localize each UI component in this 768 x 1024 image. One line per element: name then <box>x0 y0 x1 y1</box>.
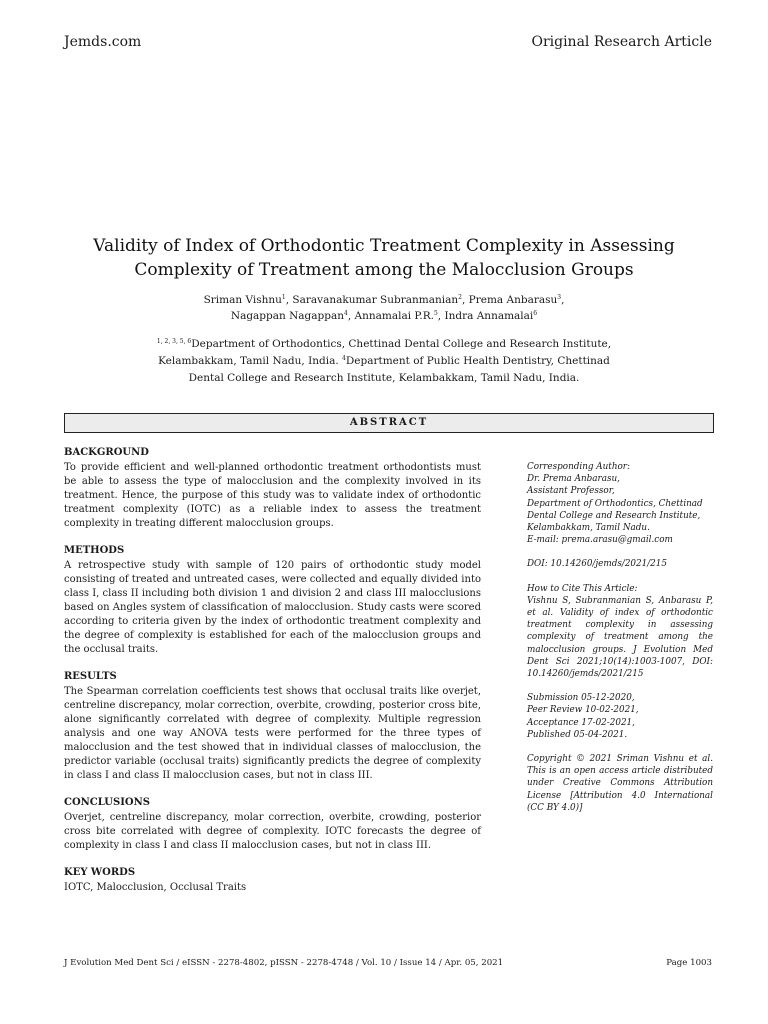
article-type: Original Research Article <box>531 34 712 50</box>
title-line-2: Complexity of Treatment among the Malocclusion Groups <box>134 260 634 280</box>
author-name: Indra Annamalai <box>444 310 534 322</box>
section-heading: METHODS <box>64 545 125 556</box>
abstract-body <box>64 446 481 908</box>
affiliation-sup: 1, 2, 3, 5, 6 <box>156 338 192 345</box>
author-sup: 1 <box>281 294 286 301</box>
affiliation-line-1 <box>40 336 728 353</box>
section-heading: RESULTS <box>64 671 117 682</box>
author-name: Nagappan Nagappan <box>230 310 345 322</box>
section-text: A retrospective study with sample of 120 pairs of orthodontic study model consisting of treated and untreated cases, were collected and equally divided into class I, class II including both division 1 and division 2 and class III malocclusions based on Angles system of classification of malocclusion. Study casts were scored according to criteria given by the index of orthodontic treatment complexity and the degree of complexity is established for each of the malocclusion groups and the occlusal traits. <box>64 560 481 655</box>
date-submission: Submission 05-12-2020, <box>527 693 635 704</box>
corresponding-dept: Department of Orthodontics, Chettinad <box>527 498 703 509</box>
section-heading: BACKGROUND <box>64 447 149 458</box>
affiliation-sup: 4 <box>342 355 346 362</box>
affiliation-text: Kelambakkam, Tamil Nadu, India. <box>158 355 343 367</box>
article-sidebar <box>527 461 713 826</box>
section-text: The Spearman correlation coefficients test shows that occlusal traits like overjet, centreline discrepancy, molar correction, overbite, crowding, posterior cross bite, alone significantly correlated with degree of complexity. Multiple regression analysis and one way ANOVA tests were performed for the three types of malocclusion and the test showed that in individual classes of malocclusion, the predictor variable (occlusal traits) significantly predicts the degree of complexity in class I and class II malocclusion cases, but not in class III. <box>64 686 481 781</box>
section-conclusions <box>64 796 481 853</box>
affiliation-text: Department of Orthodontics, Chettinad Dental College and Research Institute, <box>191 338 612 350</box>
author-name: Prema Anbarasu <box>468 294 558 306</box>
affiliation-line-3: Dental College and Research Institute, Kelambakkam, Tamil Nadu, India. <box>188 372 580 384</box>
affiliation-line-2 <box>40 353 728 370</box>
citation-label: How to Cite This Article: <box>527 583 638 594</box>
doi[interactable]: DOI: 10.14260/jemds/2021/215 <box>527 559 667 570</box>
section-results <box>64 670 481 783</box>
author-line-2: Nagappan Nagappan$^4$, Annamalai P.R.$^5$, Indra Annamalai$^6$ <box>230 310 538 322</box>
author-sup: 2 <box>458 294 462 301</box>
section-text: To provide efficient and well-planned orthodontic treatment orthodontists must be able to assess the type of malocclusion and the complexity involved in its treatment. Hence, the purpose of this study was to validate index of orthodontic treatment complexity (IOTC) as a reliable index to assess the treatment complexity in treating different malocclusion groups. <box>64 462 481 529</box>
abstract-heading-bar: ABSTRACT <box>64 413 714 433</box>
section-text: IOTC, Malocclusion, Occlusal Traits <box>64 882 247 893</box>
page-number: Page 1003 <box>666 958 712 968</box>
corresponding-author <box>527 461 713 546</box>
copyright-notice: Copyright © 2021 Sriman Vishnu et al. This is an open access article distributed under Creative Commons Attribution License [Attribution 4.0 International (CC BY 4.0)] <box>527 754 713 813</box>
corresponding-name: Dr. Prema Anbarasu, <box>527 474 620 485</box>
citation-text: Vishnu S, Subranmanian S, Anbarasu P, et al. Validity of index of orthodontic treatment complexity in assessing complexity of treatment among the malocclusion groups. J Evolution Med Dent Sci 2021;10(14):1003-1007, DOI: 10.14260/jemds/2021/215 <box>527 595 713 680</box>
affiliations <box>40 336 728 387</box>
journal-site: Jemds.com <box>64 34 142 50</box>
corresponding-dept: Dental College and Research Institute, <box>527 510 701 521</box>
date-acceptance: Acceptance 17-02-2021, <box>527 717 635 728</box>
author-sup: 5 <box>433 310 438 317</box>
section-background <box>64 446 481 531</box>
corresponding-label: Corresponding Author: <box>527 462 630 472</box>
date-peer-review: Peer Review 10-02-2021, <box>527 705 639 716</box>
corresponding-email[interactable]: E-mail: prema.arasu@gmail.com <box>527 535 673 546</box>
author-sup: 4 <box>344 310 348 317</box>
footer-journal-info: J Evolution Med Dent Sci / eISSN - 2278-4802, pISSN - 2278-4748 / Vol. 10 / Issue 14 / Apr. 05, 2021 <box>64 958 504 968</box>
author-sup: 3 <box>557 294 562 301</box>
corresponding-position: Assistant Professor, <box>527 486 615 497</box>
how-to-cite <box>527 583 713 681</box>
section-text: Overjet, centreline discrepancy, molar correction, overbite, crowding, posterior cross bite correlated with degree of complexity. IOTC forecasts the degree of complexity in class I and class II malocclusion cases, but not in class III. <box>64 812 481 851</box>
author-name: Annamalai P.R. <box>354 310 434 322</box>
author-name: Saravanakumar Subranmanian <box>292 294 459 306</box>
article-title <box>40 234 728 282</box>
section-keywords <box>64 866 481 895</box>
author-sup: 6 <box>533 310 538 317</box>
corresponding-location: Kelambakkam, Tamil Nadu. <box>527 523 650 534</box>
author-list <box>40 292 728 324</box>
date-published: Published 05-04-2021. <box>527 729 628 740</box>
section-heading: KEY WORDS <box>64 867 136 878</box>
author-line-1: Sriman Vishnu$^1$, Saravanakumar Subranmanian$^2$, Prema Anbarasu$^3$, <box>203 294 565 306</box>
section-methods <box>64 544 481 657</box>
article-dates <box>527 692 713 741</box>
author-name: Sriman Vishnu <box>203 294 282 306</box>
affiliation-text: Department of Public Health Dentistry, Chettinad <box>345 355 610 367</box>
title-line-1: Validity of Index of Orthodontic Treatment Complexity in Assessing <box>93 236 675 256</box>
section-heading: CONCLUSIONS <box>64 797 150 808</box>
